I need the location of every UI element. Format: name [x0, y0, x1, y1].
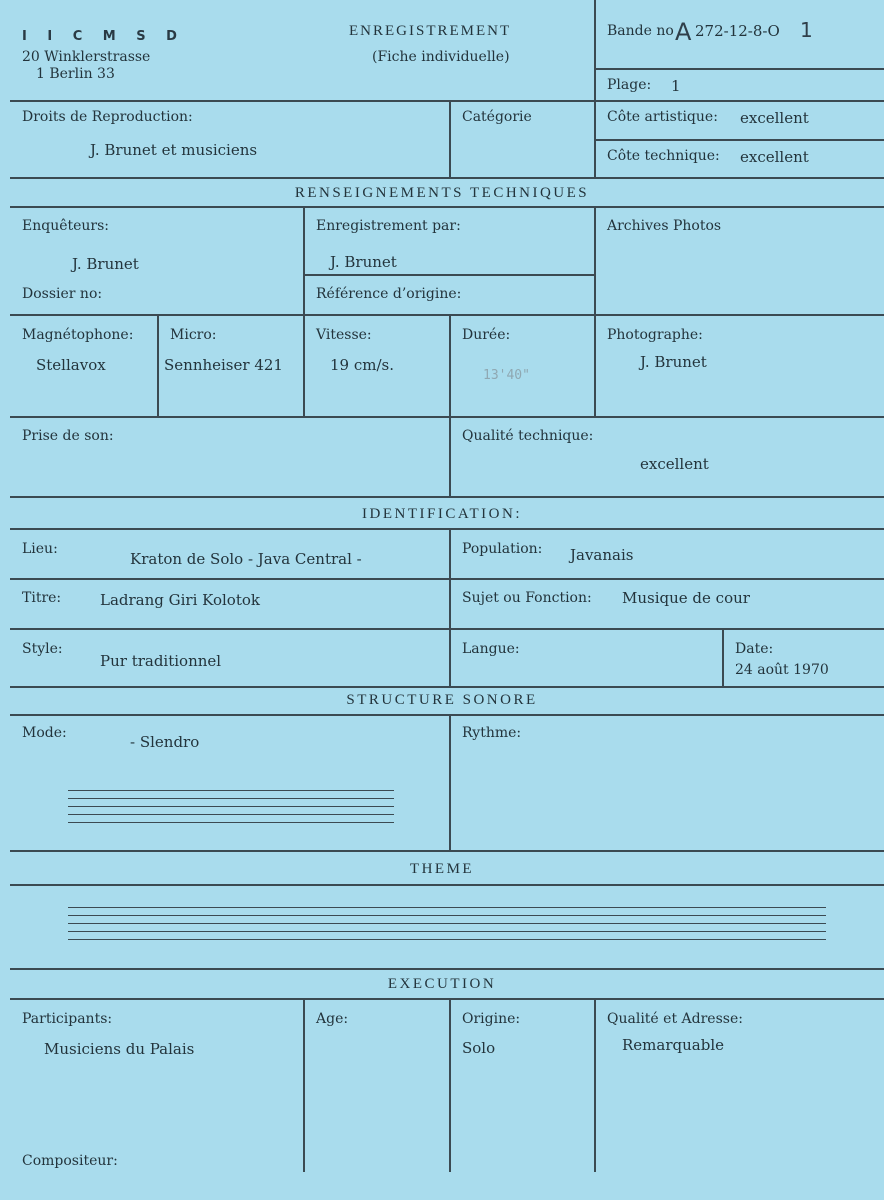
- photographe-value: J. Brunet: [640, 353, 707, 371]
- address-line-1: 20 Winklerstrasse: [22, 49, 151, 65]
- section-title-technique: RENSEIGNEMENTS TECHNIQUES: [294, 185, 590, 201]
- divider: [10, 578, 884, 580]
- date-label: Date:: [735, 641, 774, 657]
- staff-line: [68, 798, 394, 799]
- mode-value: - Slendro: [130, 733, 200, 751]
- divider: [10, 314, 884, 316]
- divider: [10, 177, 884, 179]
- address-line-2: 1 Berlin 33: [36, 66, 115, 82]
- divider: [594, 998, 596, 1172]
- dossier-label: Dossier no:: [22, 286, 103, 302]
- rythme-label: Rythme:: [462, 725, 522, 741]
- staff-line: [68, 814, 394, 815]
- plage-label: Plage:: [607, 77, 652, 93]
- divider: [594, 68, 884, 70]
- divider: [10, 968, 884, 970]
- divider: [722, 628, 724, 686]
- divider: [449, 100, 451, 178]
- droits-value: J. Brunet et musiciens: [90, 141, 258, 159]
- form-subtitle: (Fiche individuelle): [372, 49, 510, 65]
- bande-prefix-handwritten: A: [675, 18, 692, 46]
- qualite-technique-value: excellent: [640, 455, 709, 473]
- qualite-adresse-value: Remarquable: [622, 1036, 724, 1054]
- divider: [10, 416, 884, 418]
- divider: [10, 686, 884, 688]
- divider: [449, 714, 451, 850]
- section-title-execution: EXECUTION: [387, 976, 497, 992]
- qualite-technique-label: Qualité technique:: [462, 428, 594, 444]
- sujet-value: Musique de cour: [622, 589, 750, 607]
- titre-label: Titre:: [22, 590, 62, 606]
- divider: [10, 528, 884, 530]
- magnetophone-value: Stellavox: [36, 356, 106, 374]
- date-value: 24 août 1970: [735, 662, 829, 678]
- qualite-adresse-label: Qualité et Adresse:: [607, 1011, 743, 1027]
- divider: [303, 206, 305, 314]
- prise-de-son-label: Prise de son:: [22, 428, 114, 444]
- compositeur-label: Compositeur:: [22, 1153, 118, 1169]
- divider: [594, 206, 596, 416]
- population-label: Population:: [462, 541, 543, 557]
- style-label: Style:: [22, 641, 63, 657]
- sujet-label: Sujet ou Fonction:: [462, 590, 592, 606]
- staff-line: [68, 939, 826, 940]
- section-title-structure: STRUCTURE SONORE: [346, 692, 538, 708]
- enregistrement-par-label: Enregistrement par:: [316, 218, 461, 234]
- divider: [10, 100, 884, 102]
- photographe-label: Photographe:: [607, 327, 703, 343]
- magnetophone-label: Magnétophone:: [22, 327, 134, 343]
- langue-label: Langue:: [462, 641, 520, 657]
- form-title: ENREGISTREMENT: [349, 23, 512, 39]
- duree-label: Durée:: [462, 327, 511, 343]
- staff-line: [68, 931, 826, 932]
- participants-label: Participants:: [22, 1011, 113, 1027]
- divider: [303, 274, 594, 276]
- reference-label: Référence d’origine:: [316, 286, 462, 302]
- droits-label: Droits de Reproduction:: [22, 109, 193, 125]
- section-title-theme: THEME: [409, 861, 475, 877]
- cote-technique-label: Côte technique:: [607, 148, 720, 164]
- plage-value: 1: [671, 77, 681, 95]
- divider: [303, 314, 305, 416]
- divider: [157, 314, 159, 416]
- divider: [303, 998, 305, 1172]
- staff-line: [68, 923, 826, 924]
- duree-value: 13'40": [483, 368, 530, 383]
- staff-line: [68, 822, 394, 823]
- enqueteurs-value: J. Brunet: [72, 255, 139, 273]
- divider: [10, 628, 884, 630]
- enqueteurs-label: Enquêteurs:: [22, 218, 110, 234]
- mode-label: Mode:: [22, 725, 67, 741]
- origine-label: Origine:: [462, 1011, 521, 1027]
- divider: [10, 714, 884, 716]
- bande-value: 272-12-8-O: [695, 22, 780, 40]
- divider: [449, 314, 451, 416]
- titre-value: Ladrang Giri Kolotok: [100, 591, 260, 609]
- divider: [594, 0, 596, 178]
- bande-suffix-handwritten: 1: [800, 18, 813, 42]
- section-title-identification: IDENTIFICATION:: [362, 506, 522, 522]
- divider: [449, 528, 451, 686]
- vitesse-label: Vitesse:: [316, 327, 372, 343]
- enregistrement-par-value: J. Brunet: [330, 253, 397, 271]
- origine-value: Solo: [462, 1039, 496, 1057]
- divider: [10, 884, 884, 886]
- divider: [10, 850, 884, 852]
- bande-label: Bande no: [607, 23, 674, 39]
- archives-photos-label: Archives Photos: [607, 218, 722, 234]
- lieu-label: Lieu:: [22, 541, 58, 557]
- micro-value: Sennheiser 421: [164, 356, 283, 374]
- divider: [594, 139, 884, 141]
- categorie-label: Catégorie: [462, 109, 532, 125]
- divider: [10, 998, 884, 1000]
- divider: [10, 496, 884, 498]
- micro-label: Micro:: [170, 327, 217, 343]
- staff-line: [68, 790, 394, 791]
- style-value: Pur traditionnel: [100, 652, 222, 670]
- population-value: Javanais: [570, 546, 634, 564]
- divider: [449, 416, 451, 496]
- divider: [449, 998, 451, 1172]
- participants-value: Musiciens du Palais: [44, 1040, 195, 1058]
- staff-line: [68, 915, 826, 916]
- cote-artistique-value: excellent: [740, 109, 809, 127]
- cote-technique-value: excellent: [740, 148, 809, 166]
- lieu-value: Kraton de Solo - Java Central -: [130, 550, 362, 568]
- staff-line: [68, 907, 826, 908]
- org-logo: I I C M S D: [22, 29, 185, 44]
- age-label: Age:: [316, 1011, 349, 1027]
- divider: [10, 206, 884, 208]
- staff-line: [68, 806, 394, 807]
- cote-artistique-label: Côte artistique:: [607, 109, 718, 125]
- vitesse-value: 19 cm/s.: [330, 356, 394, 374]
